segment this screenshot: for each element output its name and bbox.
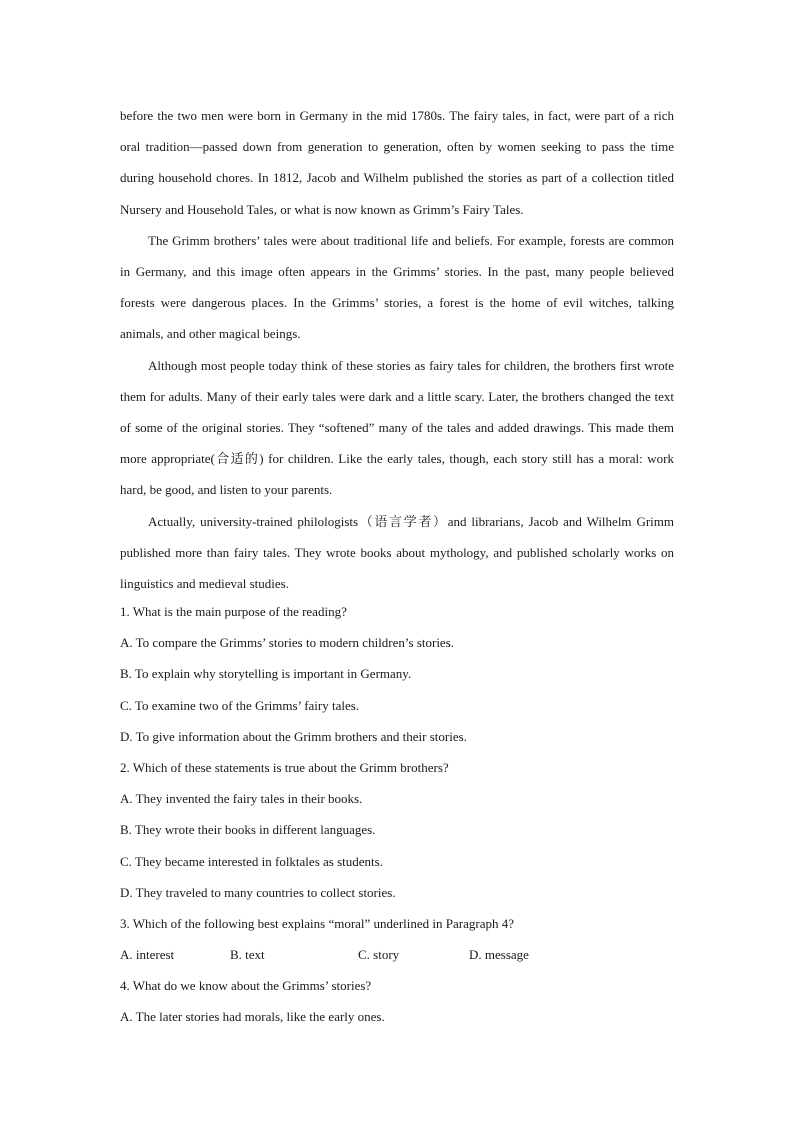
question-2-stem: 2. Which of these statements is true about the Grimm brothers? [120,759,449,775]
question-4-option-a: A. The later stories had morals, like the early ones. [120,1009,385,1025]
question-1-option-c: C. To examine two of the Grimms’ fairy tales. [120,697,360,713]
question-1-option-b: B. To explain why storytelling is important in Germany. [120,666,412,682]
question-3-option-b: B. text [230,947,265,963]
passage-paragraph-1: before the two men were born in Germany in the mid 1780s. The fairy tales, in fact, were part of a rich oral tradition—passed down from generation to generation, often by women seeking to pass the time during household chores. In 1812, Jacob and Wilhelm published the stories as part of a collection titled Nursery and Household Tales, or what is now known as Grimm’s Fairy Tales. [120,108,674,217]
question-3-option-c: C. story [358,947,400,963]
question-2-option-a: A. They invented the fairy tales in their books. [120,791,363,807]
question-3-stem: 3. Which of the following best explains “moral” underlined in Paragraph 4? [120,915,514,931]
question-3-option-a: A. interest [120,947,175,963]
question-3-options [120,939,674,970]
question-1-option-d: D. To give information about the Grimm brothers and their stories. [120,728,467,744]
question-4-stem: 4. What do we know about the Grimms’ stories? [120,978,372,994]
question-1-option-a: A. To compare the Grimms’ stories to modern children’s stories. [120,635,455,651]
question-2-option-c: C. They became interested in folktales as students. [120,853,383,869]
question-2-option-b: B. They wrote their books in different languages. [120,822,376,838]
question-2-option-d: D. They traveled to many countries to collect stories. [120,884,396,900]
question-3-option-d: D. message [469,947,529,963]
passage-paragraph-2: The Grimm brothers’ tales were about traditional life and beliefs. For example, forests are common in Germany, and this image often appears in the Grimms’ stories. In the past, many people believed forests were dangerous places. In the Grimms’ stories, a forest is the home of evil witches, talking animals, and other magical beings. [120,232,674,342]
passage-paragraph-3: Although most people today think of these stories as fairy tales for children, the brothers first wrote them for adults. Many of their early tales were dark and a little scary. Later, the brothers changed the text of some of the original stories. They “softened” many of the tales and added drawings. This made them more appropriate(合适的) for children. Like the early tales, though, each story still has a moral: work hard, be good, and listen to your parents. [120,357,674,498]
passage-paragraph-4: Actually, university-trained philologists（语言学者）and librarians, Jacob and Wilhelm Grimm published more than fairy tales. They wrote books about mythology, and published scholarly works on linguistics and medieval studies. [120,513,674,592]
question-1-stem: 1. What is the main purpose of the reading? [120,604,347,619]
questions-section [120,596,674,1033]
reading-passage [120,100,674,599]
